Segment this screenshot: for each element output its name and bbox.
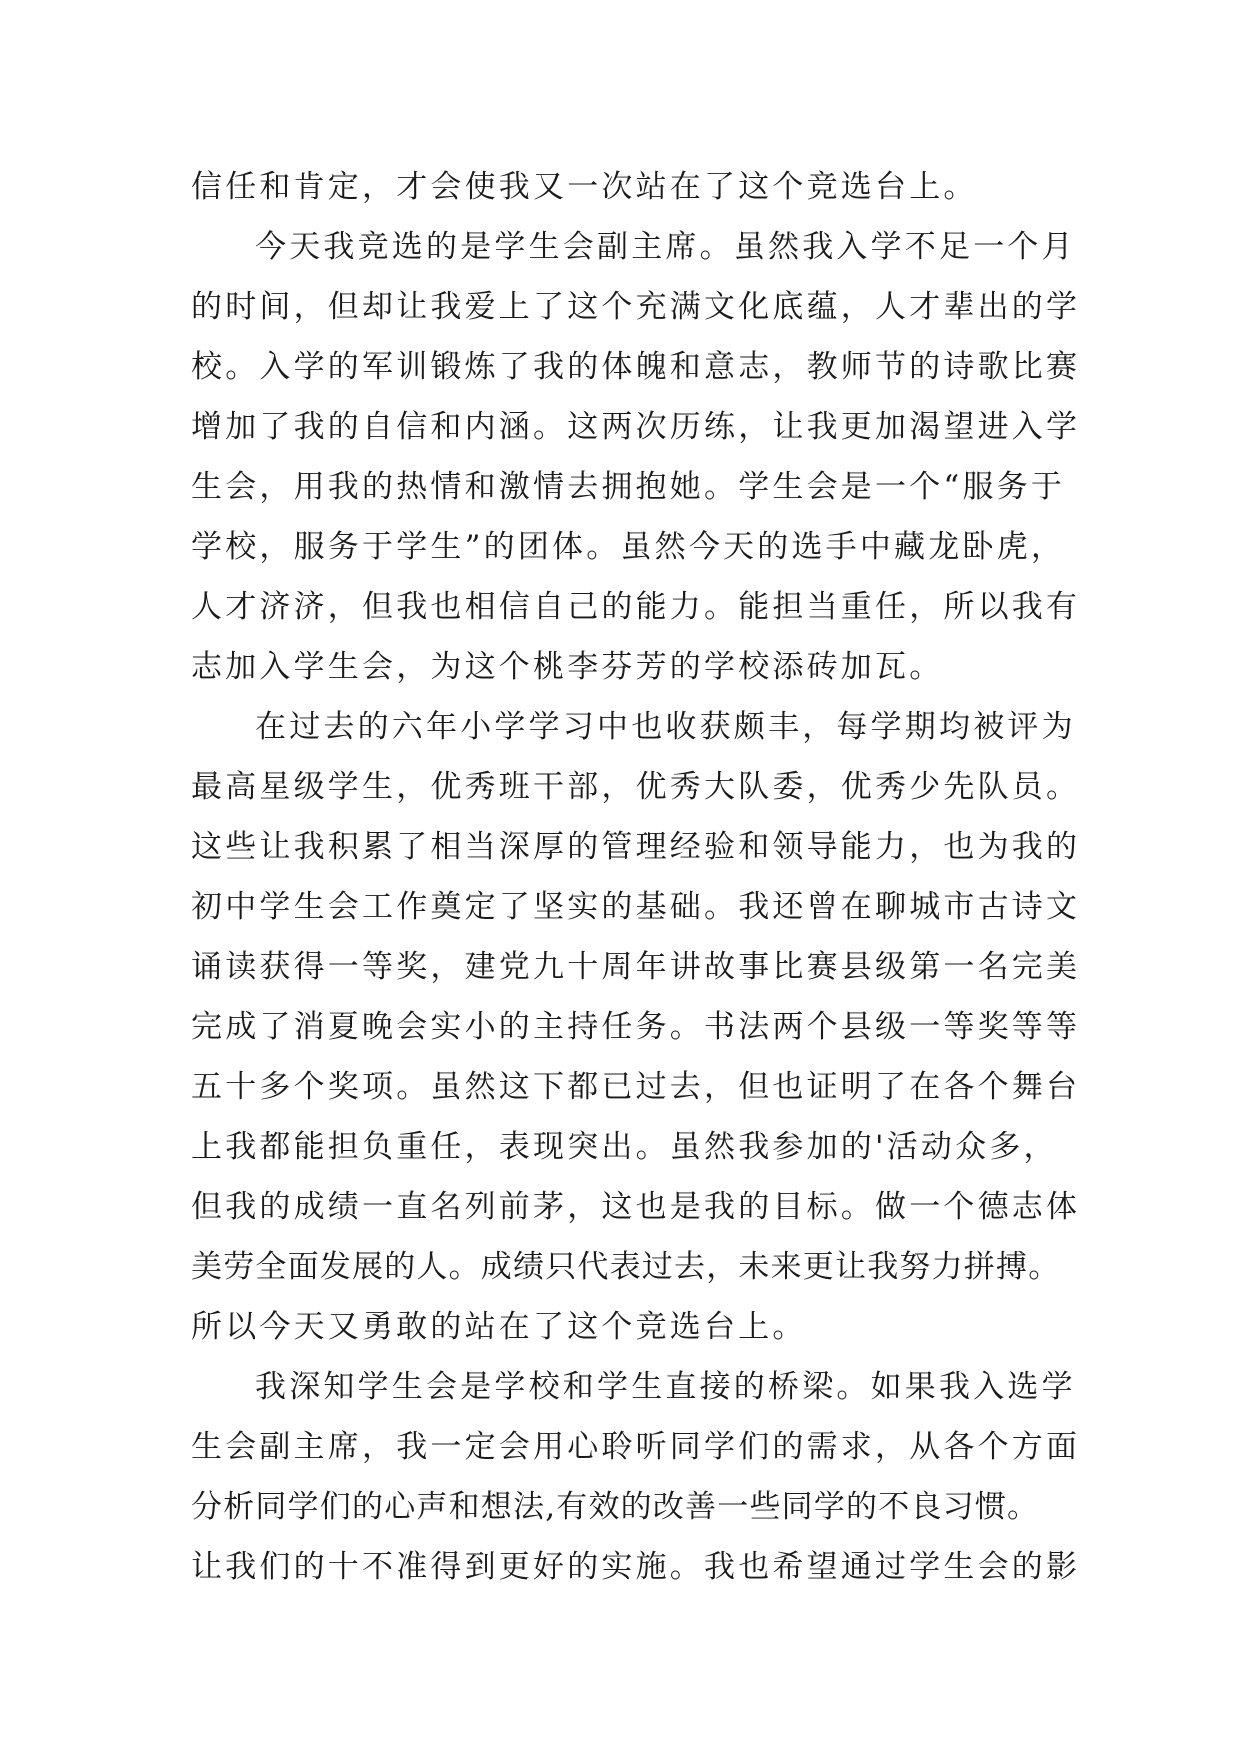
text-line: 完成了消夏晚会实小的主持任务。书法两个县级一等奖等等 xyxy=(191,1009,1081,1045)
text-line: 信任和肯定，才会使我又一次站在了这个竞选台上。 xyxy=(191,169,978,205)
text-line: 让我们的十不准得到更好的实施。我也希望通过学生会的影 xyxy=(191,1549,1081,1585)
text-line: 今天我竞选的是学生会副主席。虽然我入学不足一个月 xyxy=(255,229,1076,265)
text-line: 学校，服务于学生”的团体。虽然今天的选手中藏龙卧虎， xyxy=(191,529,1066,565)
text-line: 生会副主席，我一定会用心聆听同学们的需求，从各个方面 xyxy=(191,1429,1081,1465)
document-body xyxy=(191,157,1081,1597)
text-line: 但我的成绩一直名列前茅，这也是我的目标。做一个德志体 xyxy=(191,1189,1081,1225)
text-line: 校。入学的军训锻炼了我的体魄和意志，教师节的诗歌比赛 xyxy=(191,349,1081,385)
text-line: 所以今天又勇敢的站在了这个竞选台上。 xyxy=(191,1309,807,1345)
text-line: 增加了我的自信和内涵。这两次历练，让我更加渴望进入学 xyxy=(191,409,1081,445)
text-line: 上我都能担负重任，表现突出。虽然我参加的'活动众多， xyxy=(191,1129,1058,1165)
text-line: 分析同学们的心声和想法,有效的改善一些同学的不良习惯。 xyxy=(191,1489,1040,1525)
text-line: 在过去的六年小学学习中也收获颇丰，每学期均被评为 xyxy=(255,709,1076,745)
text-line: 五十多个奖项。虽然这下都已过去，但也证明了在各个舞台 xyxy=(191,1069,1081,1105)
text-line: 的时间，但却让我爱上了这个充满文化底蕴，人才辈出的学 xyxy=(191,289,1081,325)
text-line: 我深知学生会是学校和学生直接的桥梁。如果我入选学 xyxy=(255,1369,1076,1405)
text-line: 美劳全面发展的人。成绩只代表过去，未来更让我努力拼搏。 xyxy=(191,1249,1061,1285)
text-line: 初中学生会工作奠定了坚实的基础。我还曾在聊城市古诗文 xyxy=(191,889,1081,925)
text-line: 生会，用我的热情和激情去拥抱她。学生会是一个“服务于 xyxy=(191,469,1066,505)
text-line: 志加入学生会，为这个桃李芬芳的学校添砖加瓦。 xyxy=(191,649,944,685)
text-line: 最高星级学生，优秀班干部，优秀大队委，优秀少先队员。 xyxy=(191,769,1081,805)
text-line: 诵读获得一等奖，建党九十周年讲故事比赛县级第一名完美 xyxy=(191,949,1081,985)
text-line: 这些让我积累了相当深厚的管理经验和领导能力，也为我的 xyxy=(191,829,1081,865)
text-line: 人才济济，但我也相信自己的能力。能担当重任，所以我有 xyxy=(191,589,1081,625)
